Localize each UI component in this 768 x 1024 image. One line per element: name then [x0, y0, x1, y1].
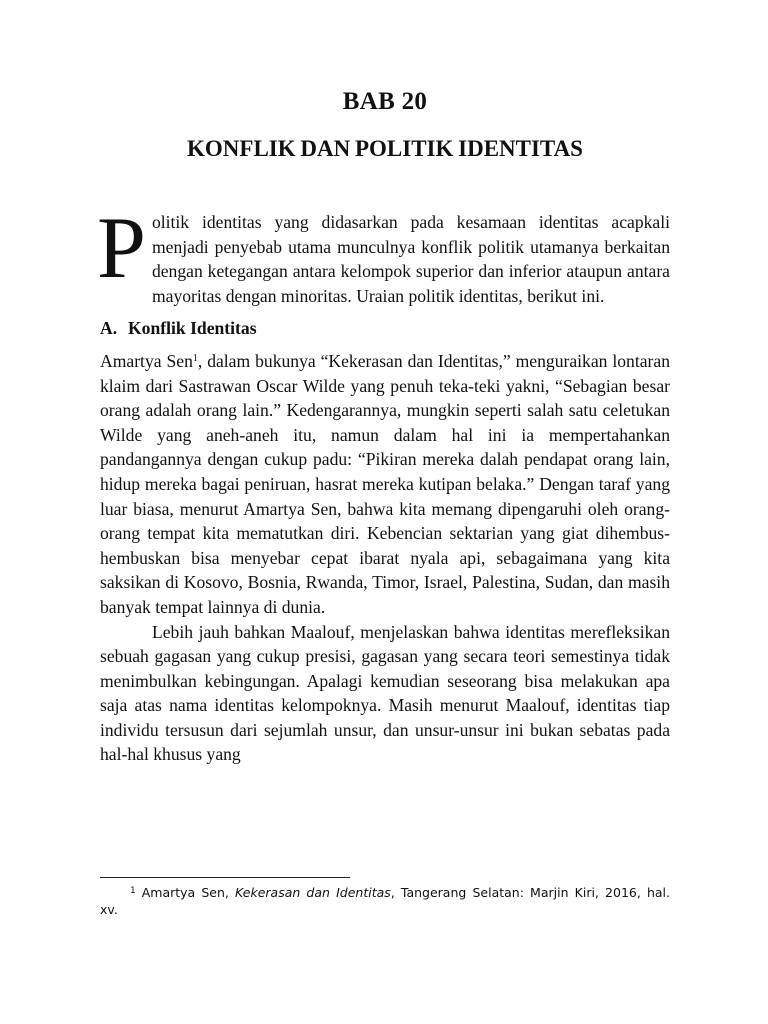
paragraph-text-rest: , dalam bukunya “Kekerasan dan Identitas,” menguraikan lontaran klaim dari Sastrawan Oscar Wilde yang penuh teka-teki yakni, “Sebagian besar orang adalah orang lain.” Kedengarannya, mungkin seperti salah satu celetukan Wilde yang aneh-aneh itu, namun dalam hal ini ia mempertahankan pandangannya dengan cukup padu: “Pikiran mereka dalah pendapat orang lain, hidup mereka bagai peniruan, hasrat mereka kutipan belaka.” Dengan taraf yang luar biasa, menurut Amartya Sen, bahwa kita memang dipengaruhi oleh orang-orang tempat kita mematutkan diri. Kebencian sektarian yang giat dihembus-hembuskan bisa menyebar cepat ibarat nyala api, sebagaimana yang kita saksikan di Kosovo, Bosnia, Rwanda, Timor, Israel, Palestina, Sudan, dan masih banyak tempat lainnya di dunia. [100, 350, 671, 617]
section-heading-a [100, 316, 670, 341]
footnote-author: Amartya Sen, [141, 885, 236, 900]
book-page [97, 0, 671, 1024]
drop-cap: P [97, 200, 146, 297]
footnote: 1 Amartya Sen, Kekerasan dan Identitas, Tangerang Selatan: Marjin Kiri, 2016, hal. xv. [100, 885, 671, 917]
paragraph-text-start: Amartya Sen [100, 350, 193, 371]
footnote-book-title: Kekerasan dan Identitas [235, 885, 391, 900]
footnote-publication: , Tangerang Selatan: Marjin Kiri, 2016, hal. xv. [100, 885, 671, 917]
chapter-number: BAB 20 [342, 88, 428, 115]
chapter-title: KONFLIK DAN POLITIK IDENTITAS [187, 136, 583, 161]
intro-text: olitik identitas yang didasarkan pada kesamaan identitas acapkali menjadi penyebab utama munculnya konflik politik utamanya berkaitan dengan ketegangan antara kelompok superior dan inferior ataupun antara mayoritas dengan minoritas. Uraian politik identitas, berikut ini. [151, 212, 670, 306]
footnote-divider [100, 877, 350, 878]
footnote-reference[interactable]: 1 [192, 352, 198, 364]
section-title: Konflik Identitas [128, 318, 257, 339]
section-letter: A. [100, 318, 118, 339]
paragraph-amartya-sen [100, 349, 670, 620]
intro-paragraph [97, 200, 670, 308]
paragraph-maalouf: Lebih jauh bahkan Maalouf, menjelaskan bahwa identitas merefleksikan sebuah gagasan yang cukup presisi, gagasan yang secara teori semestinya tidak menimbulkan kebingungan. Apalagi kemudian seseorang bisa melakukan apa saja atas nama identitas kelompoknya. Masih menurut Maalouf, identitas tiap individu tersusun dari sejumlah unsur, dan unsur-unsur ini bukan sebatas pada hal-hal khusus yang [100, 621, 670, 765]
chapter-body [97, 200, 671, 767]
